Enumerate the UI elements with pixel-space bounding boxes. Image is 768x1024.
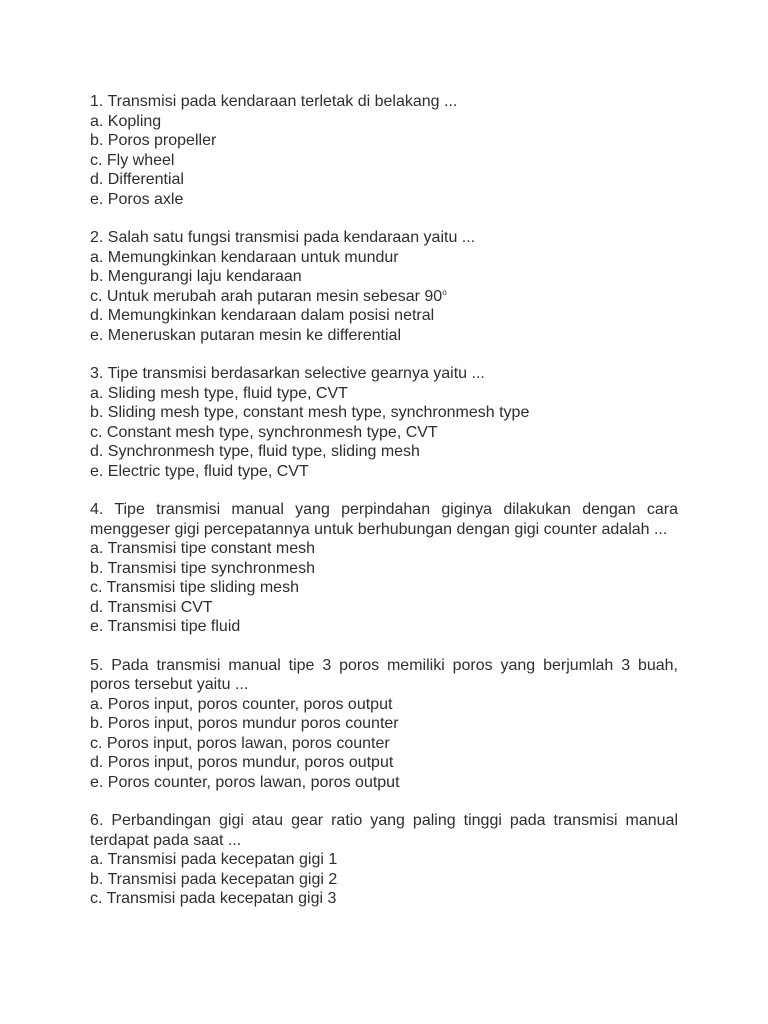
question-text: 6. Perbandingan gigi atau gear ratio yang paling tinggi pada transmisi manual terdapat pada saat ...: [90, 812, 678, 849]
option-d: d. Differential: [90, 171, 184, 188]
option-d: d. Memungkinkan kendaraan dalam posisi netral: [90, 307, 435, 324]
question-2: [90, 228, 678, 345]
option-a: a. Sliding mesh type, fluid type, CVT: [90, 384, 348, 402]
question-text: 1. Transmisi pada kendaraan terletak di belakang ...: [90, 93, 458, 110]
option-d: d. Transmisi CVT: [90, 598, 213, 616]
option-a: a. Transmisi pada kecepatan gigi 1: [90, 851, 338, 868]
option-b: b. Poros propeller: [90, 132, 217, 149]
option-e: e. Electric type, fluid type, CVT: [90, 462, 309, 480]
option-e: e. Transmisi tipe fluid: [90, 618, 241, 635]
option-b: b. Poros input, poros mundur poros counter: [90, 715, 399, 732]
question-1: [90, 92, 678, 209]
option-e: e. Poros counter, poros lawan, poros output: [90, 773, 400, 791]
option-a: a. Memungkinkan kendaraan untuk mundur: [90, 248, 399, 266]
option-c: c. Transmisi pada kecepatan gigi 3: [90, 890, 337, 907]
option-b: b. Transmisi pada kecepatan gigi 2: [90, 870, 338, 888]
option-c: c. Constant mesh type, synchronmesh type, CVT: [90, 423, 438, 441]
question-text: 5. Pada transmisi manual tipe 3 poros memiliki poros yang berjumlah 3 buah, poros tersebut yaitu ...: [90, 656, 678, 693]
option-e: e. Poros axle: [90, 190, 184, 208]
option-e: e. Meneruskan putaran mesin ke differential: [90, 326, 401, 344]
question-text: 2. Salah satu fungsi transmisi pada kendaraan yaitu ...: [90, 229, 476, 246]
question-text: 3. Tipe transmisi berdasarkan selective gearnya yaitu ...: [90, 365, 485, 382]
question-4: [90, 500, 678, 637]
option-c: c. Fly wheel: [90, 151, 175, 169]
option-b: b. Transmisi tipe synchronmesh: [90, 559, 315, 577]
option-a: a. Transmisi tipe constant mesh: [90, 540, 315, 557]
question-6: [90, 811, 678, 909]
question-5: [90, 656, 678, 793]
option-c: c. Transmisi tipe sliding mesh: [90, 579, 299, 596]
option-b: b. Mengurangi laju kendaraan: [90, 268, 302, 285]
question-3: [90, 364, 678, 481]
question-text: 4. Tipe transmisi manual yang perpindahan giginya dilakukan dengan cara menggeser gigi percepatannya untuk berhubungan dengan gigi counter adalah ...: [90, 501, 678, 538]
option-a: a. Kopling: [90, 112, 162, 130]
question-list: [90, 92, 678, 928]
option-a: a. Poros input, poros counter, poros output: [90, 695, 393, 713]
option-c: c. Poros input, poros lawan, poros counter: [90, 734, 390, 752]
option-b: b. Sliding mesh type, constant mesh type, synchronmesh type: [90, 404, 530, 421]
option-c-text: c. Untuk merubah arah putaran mesin sebesar 90: [90, 287, 443, 305]
option-d: d. Poros input, poros mundur, poros output: [90, 754, 394, 771]
option-c: [90, 287, 678, 307]
degree-mark: o: [442, 287, 447, 297]
option-d: d. Synchronmesh type, fluid type, sliding mesh: [90, 443, 420, 460]
